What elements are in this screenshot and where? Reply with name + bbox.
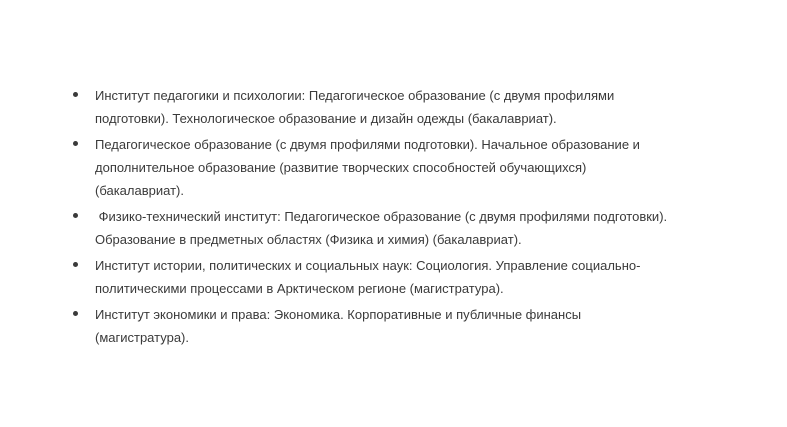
list-item [73, 84, 673, 130]
list-item [73, 205, 673, 251]
list-item-text: Институт педагогики и психологии: Педагогическое образование (с двумя профилями подготовки). Технологическое образование и дизайн одежды (бакалавриат). [95, 88, 615, 126]
list-item-text: Институт экономики и права: Экономика. Корпоративные и публичные финансы (магистратура). [95, 307, 582, 345]
list-item [73, 254, 673, 300]
list-item-text: Институт истории, политических и социальных наук: Социология. Управление социально-политическими процессами в Арктическом регионе (магистратура). [95, 258, 641, 296]
bullet-icon [73, 311, 78, 316]
bullet-icon [73, 262, 78, 267]
program-list [73, 84, 673, 352]
list-item [73, 303, 673, 349]
list-item-text: Педагогическое образование (с двумя профилями подготовки). Начальное образование и дополнительное образование (развитие творческих способностей обучающихся) (бакалавриат). [95, 137, 640, 198]
bullet-icon [73, 92, 78, 97]
bullet-icon [73, 141, 78, 146]
bullet-icon [73, 213, 78, 218]
list-item-text: Физико-технический институт: Педагогическое образование (с двумя профилями подготовки). Образование в предметных областях (Физика и химия) (бакалавриат). [95, 209, 671, 247]
list-item [73, 133, 673, 202]
